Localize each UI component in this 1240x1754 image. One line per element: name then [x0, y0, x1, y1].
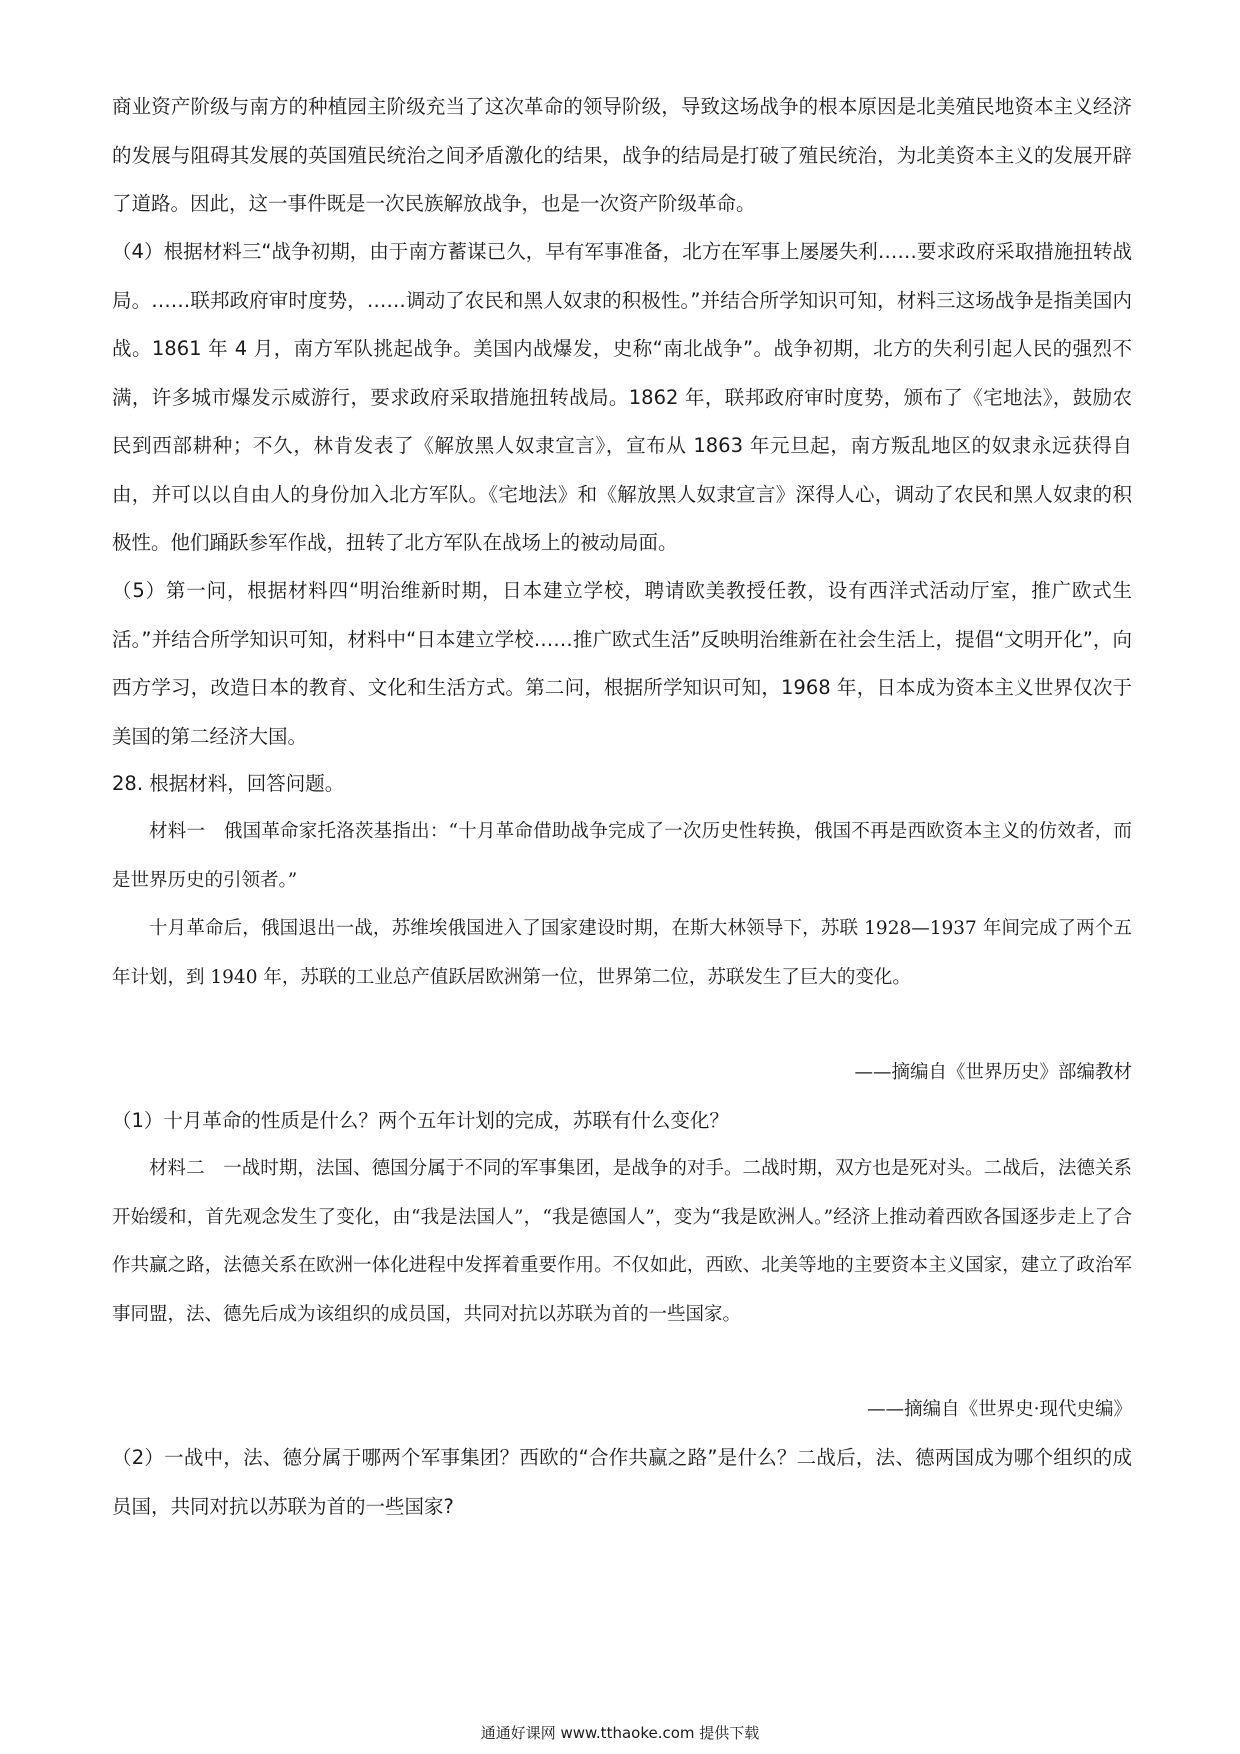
answer-paragraph-5: （5）第一问，根据材料四“明治维新时期，日本建立学校，聘请欧美教授任教，设有西洋式活动厅室，推广欧式生活。”并结合所学知识可知，材料中“日本建立学校……推广欧式生活”反映明治维新在社会生活上，提倡“文明开化”，向西方学习，改造日本的教育、文化和生活方式。第二问，根据所学知识可知，1968 年，日本成为资本主义世界仅次于美国的第二经济大国。	[112, 579, 1132, 748]
question-28-1: （1）十月革命的性质是什么？两个五年计划的完成，苏联有什么变化？	[112, 1109, 729, 1132]
material-1-text: 十月革命后，俄国退出一战，苏维埃俄国进入了国家建设时期，在斯大林领导下，苏联 1928—1937 年间完成了两个五年计划，到 1940 年，苏联的工业总产值跃居欧洲第一位，世界第二位，苏联发生了巨大的变化。	[112, 918, 1132, 988]
question-28-2: （2）一战中，法、德分属于哪两个军事集团？西欧的“合作共赢之路”是什么？二战后，法、德两国成为哪个组织的成员国，共同对抗以苏联为首的一些国家?	[112, 1446, 1132, 1518]
answer-paragraph-4: （4）根据材料三“战争初期，由于南方蓄谋已久，早有军事准备，北方在军事上屡屡失利……要求政府采取措施扭转战局。……联邦政府审时度势，……调动了农民和黑人奴隶的积极性。”并结合所学知识可知，材料三这场战争是指美国内战。1861 年 4 月，南方军队挑起战争。美国内战爆发，史称“南北战争”。战争初期，北方的失利引起人民的强烈不满，许多城市爆发示威游行，要求政府采取措施扭转战局。1862 年，联邦政府审时度势，颁布了《宅地法》，鼓励农民到西部耕种；不久，林肯发表了《解放黑人奴隶宣言》，宣布从 1863 年元旦起，南方叛乱地区的奴隶永远获得自由，并可以以自由人的身份加入北方军队。《宅地法》和《解放黑人奴隶宣言》深得人心，调动了农民和黑人奴隶的积极性。他们踊跃参军作战，扭转了北方军队在战场上的被动局面。	[112, 240, 1132, 554]
material-1-source: ——摘编自《世界历史》部编教材	[854, 1062, 1132, 1083]
material-2-source: ——摘编自《世界史·现代史编》	[867, 1399, 1132, 1420]
answer-paragraph-intro: 商业资产阶级与南方的种植园主阶级充当了这次革命的领导阶级，导致这场战争的根本原因是北美殖民地资本主义经济的发展与阻碍其发展的英国殖民统治之间矛盾激化的结果，战争的结局是打破了殖民统治，为北美资本主义的发展开辟了道路。因此，这一事件既是一次民族解放战争，也是一次资产阶级革命。	[112, 95, 1132, 215]
question-28-heading: 28. 根据材料，回答问题。	[112, 772, 345, 795]
material-1-quote: 材料一 俄国革命家托洛茨基指出：“十月革命借助战争完成了一次历史性转换，俄国不再是西欧资本主义的仿效者，而是世界历史的引领者。”	[112, 821, 1132, 891]
footer-watermark: 通通好课网 www.tthaoke.com 提供下载	[480, 1724, 760, 1742]
material-2-text: 材料二 一战时期，法国、德国分属于不同的军事集团，是战争的对手。二战时期，双方也是死对头。二战后，法德关系开始缓和，首先观念发生了变化，由“我是法国人”，“我是德国人”，变为“我是欧洲人。”经济上推动着西欧各国逐步走上了合作共赢之路，法德关系在欧洲一体化进程中发挥着重要作用。不仅如此，西欧、北美等地的主要资本主义国家，建立了政治军事同盟，法、德先后成为该组织的成员国，共同对抗以苏联为首的一些国家。	[112, 1158, 1132, 1325]
